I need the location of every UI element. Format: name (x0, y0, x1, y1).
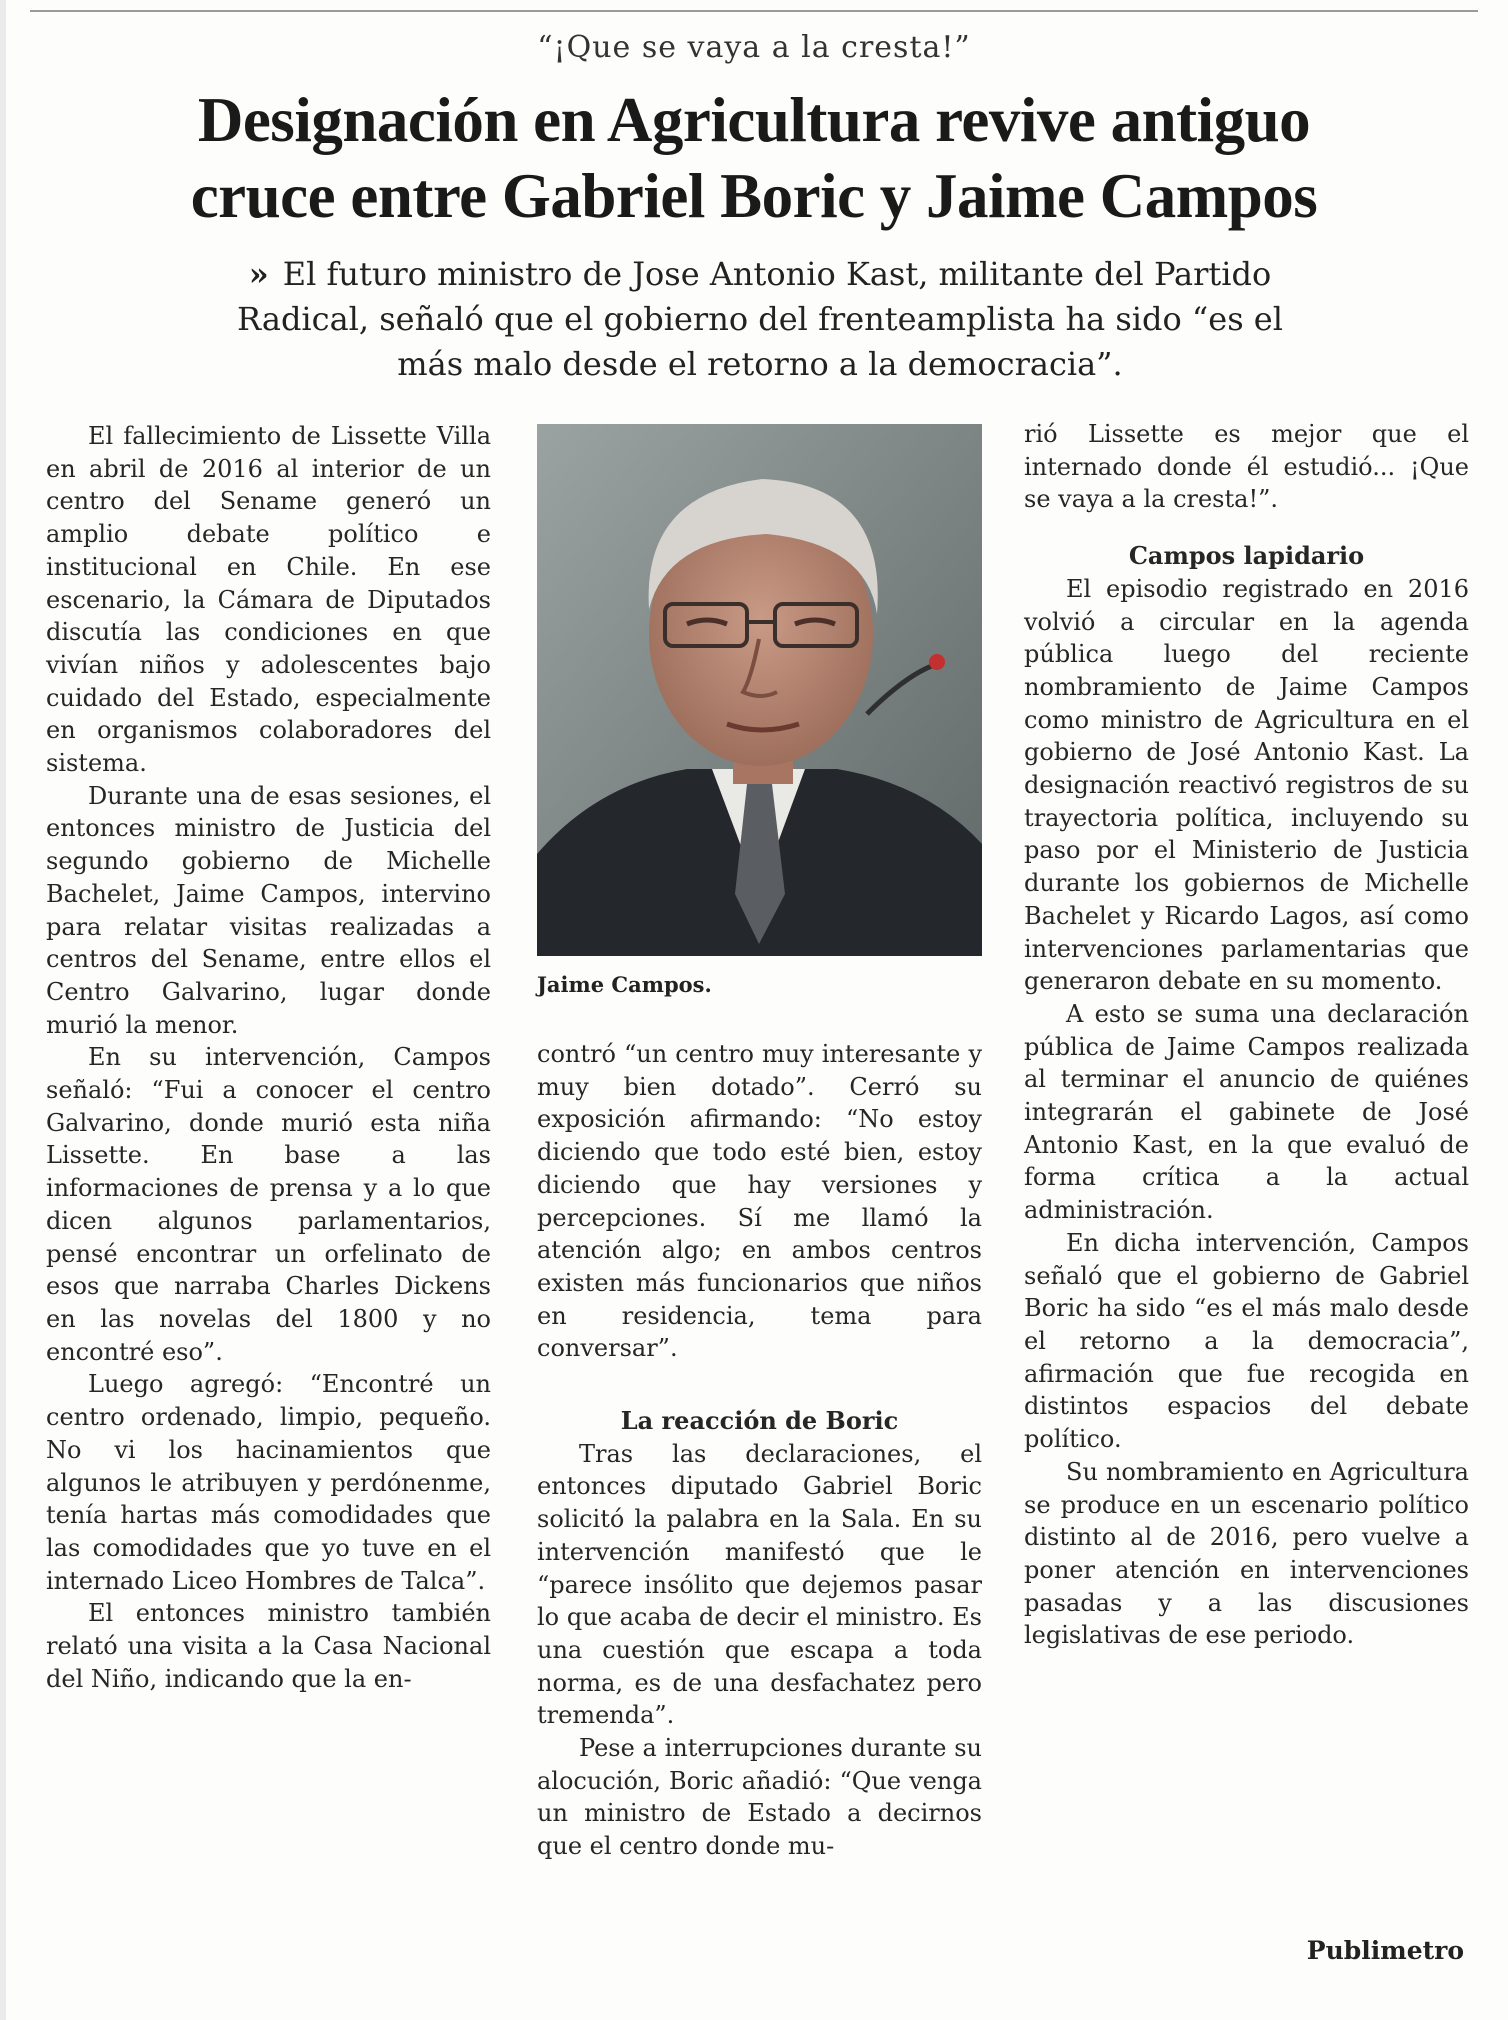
paragraph: rió Lissette es mejor que el internado donde él estudió... ¡Que se vaya a la cresta!”. (1024, 420, 1469, 514)
paragraph: Pese a interrupciones durante su alocución, Boric añadió: “Que venga un ministro de Estado a decirnos que el centro donde mu- (537, 1734, 982, 1861)
byline-source: Publimetro (1306, 1936, 1464, 1965)
headline (60, 82, 1448, 234)
page-edge (0, 0, 6, 2020)
chevron-icon: » (248, 255, 269, 293)
subhead (230, 252, 1290, 387)
column-1 (46, 420, 491, 1695)
headline-line-2: cruce entre Gabriel Boric y Jaime Campos (190, 161, 1318, 231)
column-2 (537, 1038, 982, 1863)
paragraph: En su intervención, Campos señaló: “Fui a conocer el centro Galvarino, donde murió esta niña Lissette. En base a las informaciones de prensa y a lo que dicen algunos parlamentarios, pensé encontrar un orfelinato de esos que narraba Charles Dickens en las novelas del 1800 y no encontré eso”. (46, 1043, 491, 1366)
paragraph: Su nombramiento en Agricultura se produce en un escenario político distinto al de 2016, pero vuelve a poner atención en intervenciones pasadas y a las discusiones legislativas de ese periodo. (1024, 1457, 1469, 1650)
portrait-photo (537, 424, 982, 956)
paragraph: El fallecimiento de Lissette Villa en abril de 2016 al interior de un centro del Sename generó un amplio debate político e institucional en Chile. En ese escenario, la Cámara de Diputados discutía las condiciones en que vivían niños y adolescentes bajo cuidado del Estado, especialmente en organismos colaboradores del sistema. (46, 422, 491, 778)
section-subtitle: La reacción de Boric (620, 1406, 899, 1436)
photo-caption: Jaime Campos. (537, 972, 712, 997)
paragraph: El entonces ministro también relató una visita a la Casa Nacional del Niño, indicando que la en- (46, 1599, 491, 1693)
portrait-illustration (537, 424, 982, 956)
subhead-text: El futuro ministro de Jose Antonio Kast, militante del Partido Radical, señaló que el gobierno del frenteamplista ha sido “es el más malo desde el retorno a la democracia”. (237, 255, 1283, 383)
headline-line-1: Designación en Agricultura revive antiguo (197, 85, 1311, 155)
top-rule (30, 10, 1478, 12)
paragraph: Durante una de esas sesiones, el entonces ministro de Justicia del segundo gobierno de Michelle Bachelet, Jaime Campos, intervino para relatar visitas realizadas a centros del Sename, entre ellos el Centro Galvarino, lugar donde murió la menor. (46, 781, 491, 1039)
paragraph: Tras las declaraciones, el entonces diputado Gabriel Boric solicitó la palabra en la Sala. En su intervención manifestó que le “parece insólito que dejemos pasar lo que acaba de decir el ministro. Es una cuestión que escapa a toda norma, es de una desfachatez pero tremenda”. (537, 1439, 982, 1730)
paragraph: El episodio registrado en 2016 volvió a circular en la agenda pública luego del reciente nombramiento de Jaime Campos como ministro de Agricultura en el gobierno de José Antonio Kast. La designación reactivó registros de su trayectoria política, incluyendo su paso por el Ministerio de Justicia durante los gobiernos de Michelle Bachelet y Ricardo Lagos, así como intervenciones parlamentarias que generaron debate en su momento. (1024, 574, 1469, 996)
column-3 (1024, 418, 1469, 1652)
section-subtitle: Campos lapidario (1128, 541, 1365, 571)
paragraph: Luego agregó: “Encontré un centro ordenado, limpio, pequeño. No vi los hacinamientos que algunos le atribuyen y perdónenme, tenía hartas más comodidades que las comodidades que yo tuve en el internado Liceo Hombres de Talca”. (46, 1370, 491, 1595)
paragraph: En dicha intervención, Campos señaló que el gobierno de Gabriel Boric ha sido “es el más malo desde el retorno a la democracia”, afirmación que fue recogida en distintos espacios del debate político. (1024, 1228, 1469, 1454)
kicker: “¡Que se vaya a la cresta!” (537, 30, 971, 65)
paragraph: contró “un centro muy interesante y muy bien dotado”. Cerró su exposición afirmando: “No estoy diciendo que todo esté bien, estoy diciendo que hay versiones y percepciones. Sí me llamó la atención algo; en ambos centros existen más funcionarios que niños en residencia, tema para conversar”. (537, 1040, 982, 1363)
paragraph: A esto se suma una declaración pública de Jaime Campos realizada al terminar el anuncio de quiénes integrarán el gabinete de José Antonio Kast, en la que evaluó de forma crítica a la actual administración. (1024, 999, 1469, 1225)
